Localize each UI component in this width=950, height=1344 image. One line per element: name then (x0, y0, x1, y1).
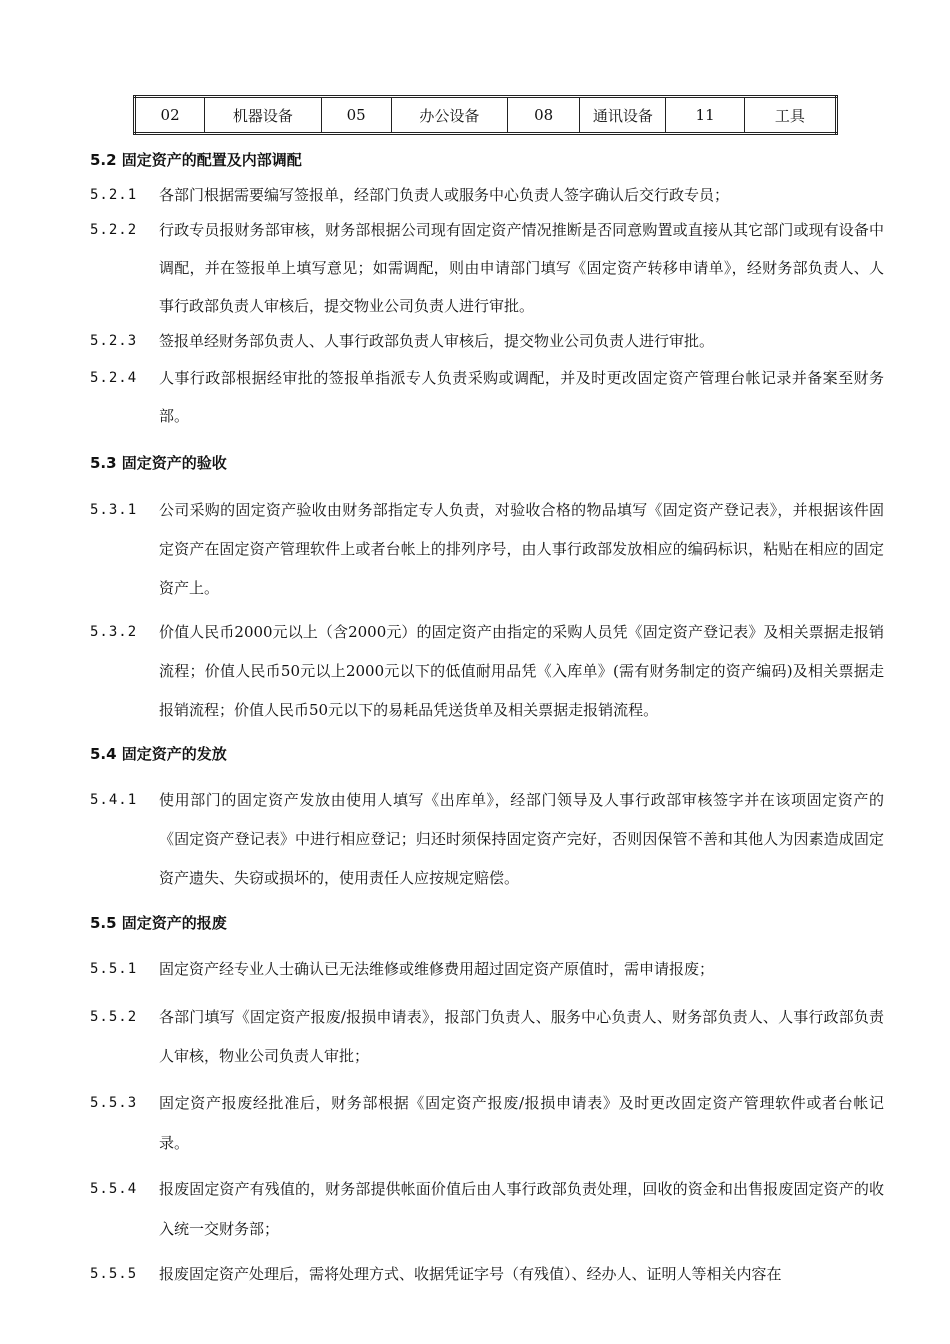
clause-number: 5.2.3 (90, 333, 138, 349)
table-cell: 通讯设备 (580, 97, 666, 134)
clause-text: 各部门填写《固定资产报废/报损申请表》，报部门负责人、服务中心负责人、财务部负责人、人事行政部负责人审核，物业公司负责人审批； (159, 1008, 884, 1065)
table-row (135, 97, 837, 134)
table-cell: 02 (135, 97, 205, 134)
clause-number: 5.5.4 (90, 1181, 138, 1197)
clause-number: 5.5.1 (90, 961, 138, 977)
clause-text: 行政专员报财务部审核，财务部根据公司现有固定资产情况推断是否同意购置或直接从其它部门或现有设备中调配，并在签报单上填写意见；如需调配，则由申请部门填写《固定资产转移申请单》，经财务部负责人、人事行政部负责人审核后，提交物业公司负责人进行审批。 (159, 221, 884, 315)
clause-text: 签报单经财务部负责人、人事行政部负责人审核后，提交物业公司负责人进行审批。 (159, 332, 715, 350)
clause-text: 固定资产报废经批准后，财务部根据《固定资产报废/报损申请表》及时更改固定资产管理软件或者台帐记录。 (159, 1094, 884, 1152)
section-heading: 5.3 固定资产的验收 (90, 454, 227, 472)
clause-number: 5.5.3 (90, 1095, 138, 1111)
clause-number: 5.3.1 (90, 502, 138, 518)
table-cell: 办公设备 (391, 97, 507, 134)
clause-number: 5.5.5 (90, 1266, 138, 1282)
clause-text: 人事行政部根据经审批的签报单指派专人负责采购或调配，并及时更改固定资产管理台帐记录并备案至财务部。 (159, 369, 884, 425)
clause-text: 报废固定资产有残值的，财务部提供帐面价值后由人事行政部负责处理，回收的资金和出售报废固定资产的收入统一交财务部； (159, 1180, 884, 1238)
clause-text: 公司采购的固定资产验收由财务部指定专人负责，对验收合格的物品填写《固定资产登记表》，并根据该件固定资产在固定资产管理软件上或者台帐上的排列序号，由人事行政部发放相应的编码标识，粘贴在相应的固定资产上。 (159, 501, 884, 597)
table-cell: 08 (508, 97, 580, 134)
clause-number: 5.2.4 (90, 370, 138, 386)
section-heading: 5.4 固定资产的发放 (90, 745, 227, 763)
section-heading: 5.5 固定资产的报废 (90, 914, 227, 932)
clause-text: 固定资产经专业人士确认已无法维修或维修费用超过固定资产原值时，需申请报废； (159, 960, 715, 978)
table-cell: 机器设备 (205, 97, 321, 134)
clause-text: 报废固定资产处理后，需将处理方式、收据凭证字号（有残值）、经办人、证明人等相关内容在 (159, 1265, 782, 1283)
clause-number: 5.4.1 (90, 792, 138, 808)
section-heading: 5.2 固定资产的配置及内部调配 (90, 151, 302, 169)
table-cell: 11 (666, 97, 744, 134)
table-cell: 05 (321, 97, 391, 134)
table-cell: 工具 (744, 97, 836, 134)
clause-number: 5.2.2 (90, 222, 138, 238)
clause-text: 使用部门的固定资产发放由使用人填写《出库单》，经部门领导及人事行政部审核签字并在该项固定资产的《固定资产登记表》中进行相应登记；归还时须保持固定资产完好，否则因保管不善和其他人为因素造成固定资产遗失、失窃或损坏的，使用责任人应按规定赔偿。 (159, 791, 884, 887)
asset-category-code-table (133, 95, 838, 135)
clause-number: 5.5.2 (90, 1009, 138, 1025)
clause-text: 各部门根据需要编写签报单，经部门负责人或服务中心负责人签字确认后交行政专员； (159, 186, 730, 204)
clause-text: 价值人民币2000元以上（含2000元）的固定资产由指定的采购人员凭《固定资产登记表》及相关票据走报销流程；价值人民币50元以上2000元以下的低值耐用品凭《入库单》(需有财务制定的资产编码)及相关票据走报销流程；价值人民币50元以下的易耗品凭送货单及相关票据走报销流程。 (159, 623, 884, 719)
clause-number: 5.2.1 (90, 187, 138, 203)
clause-number: 5.3.2 (90, 624, 138, 640)
